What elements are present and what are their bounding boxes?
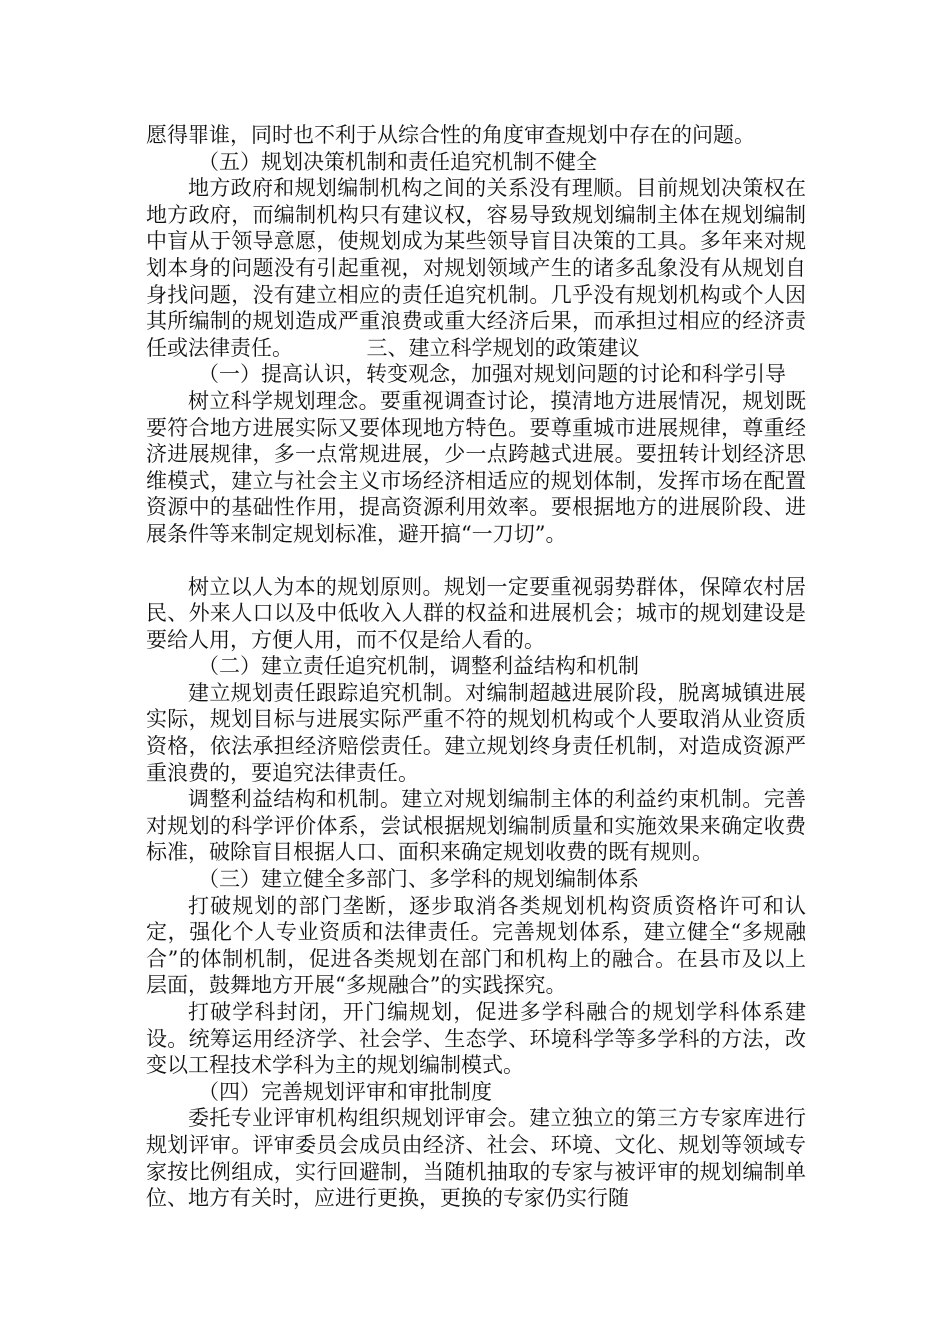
section-heading-1: （一）提高认识，转变观念，加强对规划问题的讨论和科学引导 bbox=[198, 362, 786, 387]
body-paragraph: 建立规划责任跟踪追究机制。对编制超越进展阶段，脱离城镇进展实际，规划目标与进展实际严重不符的规划机构或个人要取消从业资质资格，依法承担经济赔偿责任。建立规划终身责任机制，对造成资源严重浪费的，要追究法律责任。 bbox=[146, 680, 806, 785]
paragraph-continuation: 愿得罪谁，同时也不利于从综合性的角度审查规划中存在的问题。 bbox=[146, 123, 755, 147]
body-paragraph: 调整利益结构和机制。建立对规划编制主体的利益约束机制。完善对规划的科学评价体系，尝试根据规划编制质量和实施效果来确定收费标准，破除盲目根据人口、面积来确定规划收费的既有规则。 bbox=[146, 787, 806, 865]
body-paragraph: 打破学科封闭，开门编规划，促进多学科融合的规划学科体系建设。统筹运用经济学、社会学、生态学、环境科学等多学科的方法，改变以工程技术学科为主的规划编制模式。 bbox=[146, 1000, 806, 1078]
body-paragraph: 地方政府和规划编制机构之间的关系没有理顺。目前规划决策权在地方政府，而编制机构只有建议权，容易导致规划编制主体在规划编制中盲从于领导意愿，使规划成为某些领导盲目决策的工具。多年来对规划本身的问题没有引起重视，对规划领域产生的诸多乱象没有从规划自身找问题，没有建立相应的责任追究机制。几乎没有规划机构或个人因其所编制的规划造成严重浪费或重大经济后果，而承担过相应的经济责任或法律责任。 三、建立科学规划的政策建议 bbox=[146, 176, 806, 360]
section-heading-4: （四）完善规划评审和审批制度 bbox=[198, 1079, 492, 1104]
body-paragraph: 树立以人为本的规划原则。规划一定要重视弱势群体，保障农村居民、外来人口以及中低收入人群的权益和进展机会；城市的规划建设是要给人用，方便人用，而不仅是给人看的。 bbox=[146, 574, 806, 652]
document-page bbox=[146, 122, 806, 1212]
body-paragraph: 树立科学规划理念。要重视调查讨论，摸清地方进展情况，规划既要符合地方进展实际又要体现地方特色。要尊重城市进展规律，尊重经济进展规律，多一点常规进展，少一点跨越式进展。要扭转计划经济思维模式，建立与社会主义市场经济相适应的规划体制，发挥市场在配置资源中的基础性作用，提高资源利用效率。要根据地方的进展阶段、进展条件等来制定规划标准，避开搞“一刀切”。 bbox=[146, 388, 806, 546]
section-heading-3: （三）建立健全多部门、多学科的规划编制体系 bbox=[198, 867, 639, 892]
section-heading-2: （二）建立责任追究机制，调整利益结构和机制 bbox=[198, 654, 639, 679]
blank-line bbox=[146, 548, 806, 574]
section-heading-5: （五）规划决策机制和责任追究机制不健全 bbox=[198, 149, 597, 174]
body-paragraph: 打破规划的部门垄断，逐步取消各类规划机构资质资格许可和认定，强化个人专业资质和法律责任。完善规划体系，建立健全“多规融合”的体制机制，促进各类规划在部门和机构上的融合。在县市及以上层面，鼓舞地方开展“多规融合”的实践探究。 bbox=[146, 893, 806, 998]
body-paragraph: 委托专业评审机构组织规划评审会。建立独立的第三方专家库进行规划评审。评审委员会成员由经济、社会、环境、文化、规划等领域专家按比例组成，实行回避制，当随机抽取的专家与被评审的规划编制单位、地方有关时，应进行更换，更换的专家仍实行随 bbox=[146, 1106, 806, 1211]
